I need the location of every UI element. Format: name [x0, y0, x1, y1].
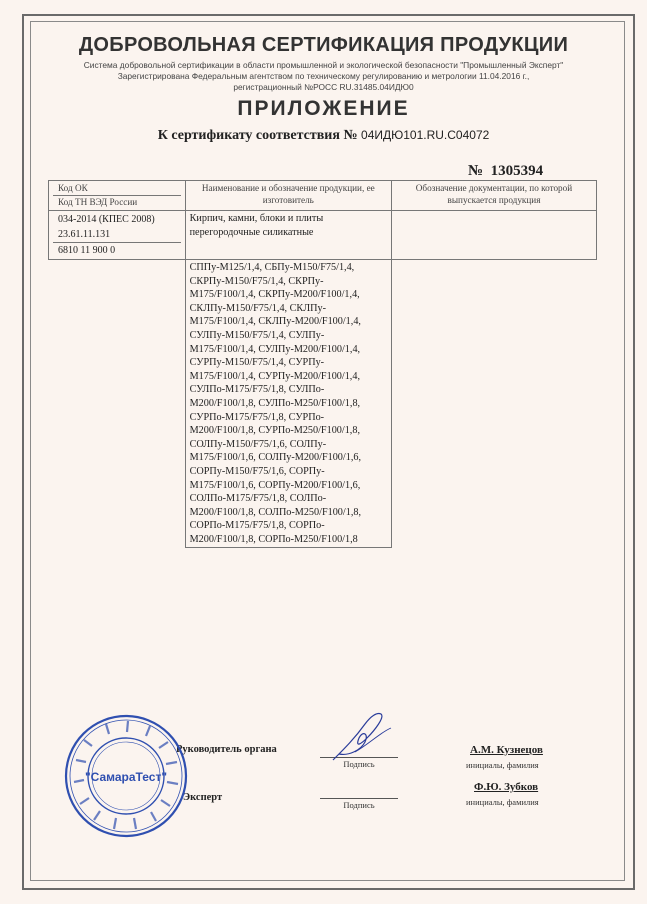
products-table [48, 180, 597, 548]
table-header-row [49, 181, 597, 211]
table-row [49, 211, 597, 260]
product-marks: СППу-М125/1,4, СБПу-М150/F75/1,4, СКРПу-М150/F75/1,4, СКРПу-М175/F100/1,4, СКРПу-М200/F100/1,4, СКЛПу-М150/F75/1,4, СКЛПу-М175/F100/1,4, СКЛПу-М200/F100/1,4, СУЛПу-М150/F75/1,4, СУЛПу-М175/F100/1,4, СУЛПу-М200/F100/1,4, СУРПу-М150/F75/1,4, СУРПу-М175/F100/1,4, СУРПу-М200/F100/1,4, СУЛПо-М175/F75/1,8, СУЛПо-М200/F100/1,8, СУЛПо-М250/F100/1,8, СУРПо-М175/F75/1,8, СУРПо-М200/F100/1,8, СУРПо-М250/F100/1,8, СОЛПу-М150/F75/1,6, СОЛПу-М175/F100/1,6, СОЛПу-М200/F100/1,6, СОРПу-М150/F75/1,6, СОРПу-М175/F100/1,6, СОРПу-М200/F100/1,6, СОЛПо-М175/F75/1,8, СОЛПо-М200/F100/1,8, СОЛПо-М250/F100/1,8, СОРПо-М175/F75/1,8, СОРПо-М200/F100/1,8, СОРПо-М250/F100/1,8 [189, 262, 362, 545]
header-line-2: Зарегистрирована Федеральным агентством по техническому регулированию и метрологии 11.04.2016 г., [117, 71, 530, 81]
document-title: ДОБРОВОЛЬНАЯ СЕРТИФИКАЦИЯ ПРОДУКЦИИ [78, 34, 569, 56]
header-line-3: регистрационный №РОСС RU.31485.04ИДЮ0 [233, 82, 414, 92]
tnved-code: 6810 11 900 0 [58, 245, 116, 256]
header-ok-code: Код ОК [53, 182, 181, 196]
header-documentation: Обозначение документации, по которой выпускается продукция [391, 181, 596, 211]
expert-name: Ф.Ю. Зубков [474, 781, 539, 793]
empty-codes-cell [49, 260, 186, 548]
product-name-cell [185, 211, 391, 260]
documentation-cell [391, 211, 596, 260]
expert-sign-caption: Подпись [343, 800, 375, 810]
head-name-caption: инициалы, фамилия [466, 760, 539, 770]
ok-code-2: 23.61.11.131 [53, 227, 181, 243]
to-certificate-line [0, 128, 647, 144]
organization-stamp [62, 712, 190, 840]
head-name: А.М. Кузнецов [470, 744, 543, 756]
blank-number: 1305394 [490, 163, 544, 179]
svg-text:"СамараТест": "СамараТест" [84, 770, 168, 784]
product-name: Кирпич, камни, блоки и плиты перегородочные силикатные [189, 213, 324, 238]
codes-cell [49, 211, 186, 260]
table-row [49, 260, 597, 548]
expert-name-caption: инициалы, фамилия [466, 797, 539, 807]
handwritten-signature [325, 708, 395, 764]
empty-docs-cell [391, 260, 596, 548]
expert-sign-line [320, 798, 398, 799]
ok-code-1: 034-2014 (КПЕС 2008) [58, 214, 155, 225]
product-marks-cell [185, 260, 391, 548]
appendix-title: ПРИЛОЖЕНИЕ [237, 97, 410, 120]
blank-number-label: № [468, 163, 484, 179]
header-tnved-code: Код ТН ВЭД России [58, 197, 138, 207]
expert-label: Эксперт [183, 792, 223, 803]
certificate-number: 04ИДЮ101.RU.C04072 [361, 128, 490, 142]
head-sign-caption: Подпись [343, 759, 375, 769]
header-line-1: Система добровольной сертификации в области промышленной и экологической безопасности "Промышленный Эксперт" [83, 60, 564, 70]
blank-number-line [468, 163, 543, 180]
head-label: Руководитель органа [176, 744, 277, 755]
to-certificate-label: К сертификату соответствия № [157, 128, 358, 143]
header-codes-cell [49, 181, 186, 211]
header-product-name: Наименование и обозначение продукции, ее изготовитель [185, 181, 391, 211]
